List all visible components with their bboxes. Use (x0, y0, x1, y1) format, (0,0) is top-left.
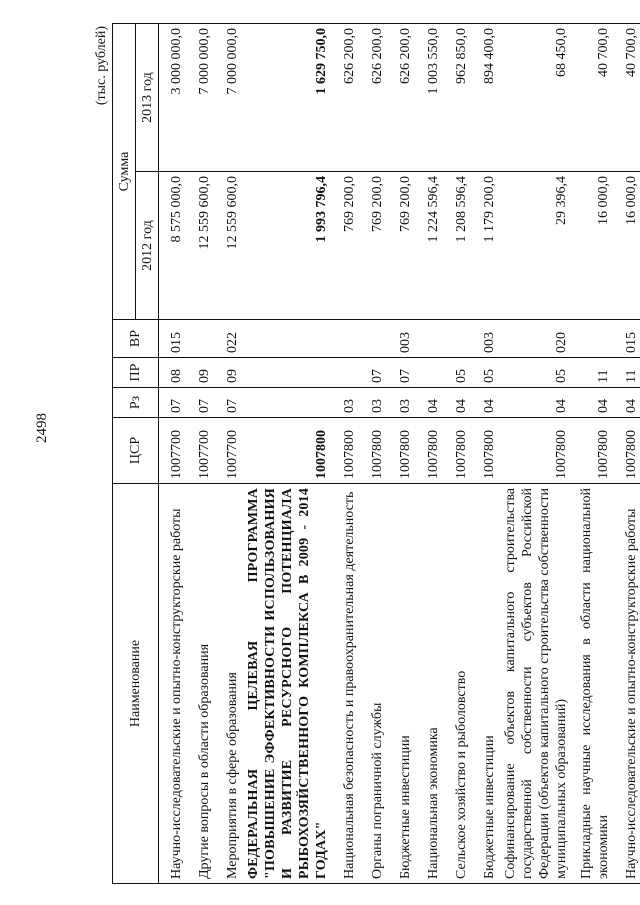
table-row (444, 24, 472, 884)
row-csr: 1007800 (360, 418, 388, 484)
table-row (614, 24, 640, 884)
row-pr (416, 358, 444, 388)
row-rz: 04 (572, 388, 614, 418)
row-2012: 12 559 600,0 (215, 172, 243, 320)
row-vr: 003 (472, 320, 500, 358)
row-csr: 1007800 (614, 418, 640, 484)
row-2012: 8 575 000,0 (159, 172, 188, 320)
row-pr: 11 (572, 358, 614, 388)
row-name: Мероприятия в сфере образования (215, 484, 243, 884)
row-pr (243, 358, 332, 388)
table-row-program (243, 24, 332, 884)
row-rz: 04 (614, 388, 640, 418)
row-pr: 07 (388, 358, 416, 388)
row-csr: 1007800 (416, 418, 444, 484)
row-name: Прикладные научные исследования в области национальной экономики (572, 484, 614, 884)
table-row (388, 24, 416, 884)
row-2012: 769 200,0 (360, 172, 388, 320)
row-rz: 03 (332, 388, 360, 418)
row-vr (332, 320, 360, 358)
row-name: Органы пограничной службы (360, 484, 388, 884)
table-row (472, 24, 500, 884)
row-2013: 68 450,0 (500, 24, 572, 172)
table-row (159, 24, 188, 884)
row-rz: 04 (472, 388, 500, 418)
row-2013: 40 700,0 (572, 24, 614, 172)
row-pr (332, 358, 360, 388)
row-2013: 626 200,0 (388, 24, 416, 172)
row-2012: 769 200,0 (388, 172, 416, 320)
row-rz: 07 (215, 388, 243, 418)
table-row (572, 24, 614, 884)
page-number: 2498 (34, 413, 50, 443)
row-rz: 04 (416, 388, 444, 418)
table-row (332, 24, 360, 884)
row-rz: 04 (500, 388, 572, 418)
row-2012: 1 224 596,4 (416, 172, 444, 320)
row-2013: 3 000 000,0 (159, 24, 188, 172)
row-pr: 09 (187, 358, 215, 388)
row-2013: 7 000 000,0 (215, 24, 243, 172)
row-csr: 1007800 (444, 418, 472, 484)
row-vr (416, 320, 444, 358)
row-pr: 07 (360, 358, 388, 388)
row-pr: 08 (159, 358, 188, 388)
row-pr: 05 (444, 358, 472, 388)
row-2013: 626 200,0 (332, 24, 360, 172)
table-row (187, 24, 215, 884)
rotated-table-page (94, 24, 639, 884)
budget-table (112, 23, 640, 884)
row-2012: 769 200,0 (332, 172, 360, 320)
table-row (215, 24, 243, 884)
row-2013: 962 850,0 (444, 24, 472, 172)
row-rz: 07 (187, 388, 215, 418)
row-csr: 1007800 (572, 418, 614, 484)
table-row (416, 24, 444, 884)
row-name: Бюджетные инвестиции (388, 484, 416, 884)
row-name: Бюджетные инвестиции (472, 484, 500, 884)
row-2012: 12 559 600,0 (187, 172, 215, 320)
row-name: ФЕДЕРАЛЬНАЯ ЦЕЛЕВАЯ ПРОГРАММА "ПОВЫШЕНИЕ ЭФФЕКТИВНОСТИ ИСПОЛЬЗОВАНИЯ И РАЗВИТИЕ РЕСУРСНОГО ПОТЕНЦИАЛА РЫБОХОЗЯЙСТВЕННОГО КОМПЛЕКСА В 2009 - 2014 ГОДАХ" (243, 484, 332, 884)
row-2012: 29 396,4 (500, 172, 572, 320)
header-sum: Сумма (113, 24, 136, 320)
row-vr: 003 (388, 320, 416, 358)
row-name: Национальная экономика (416, 484, 444, 884)
row-vr (572, 320, 614, 358)
row-pr: 11 (614, 358, 640, 388)
row-rz: 07 (159, 388, 188, 418)
row-2013: 1 629 750,0 (243, 24, 332, 172)
row-2012: 16 000,0 (614, 172, 640, 320)
row-csr: 1007700 (215, 418, 243, 484)
row-csr: 1007800 (500, 418, 572, 484)
header-vr: ВР (113, 320, 159, 358)
row-2013: 626 200,0 (360, 24, 388, 172)
row-name: Сельское хозяйство и рыболовство (444, 484, 472, 884)
header-row (113, 24, 136, 884)
row-vr (444, 320, 472, 358)
row-2013: 7 000 000,0 (187, 24, 215, 172)
row-2012: 16 000,0 (572, 172, 614, 320)
row-vr: 020 (500, 320, 572, 358)
row-name: Софинансирование объектов капитального строительства государственной собственности субъектов Российской Федерации (объектов капитального строительства собственности муниципальных образований) (500, 484, 572, 884)
row-name: Другие вопросы в области образования (187, 484, 215, 884)
header-year-2012: 2012 год (136, 172, 159, 320)
row-vr: 015 (614, 320, 640, 358)
row-csr: 1007800 (243, 418, 332, 484)
row-vr (187, 320, 215, 358)
row-2012: 1 208 596,4 (444, 172, 472, 320)
row-vr: 022 (215, 320, 243, 358)
header-pr: ПР (113, 358, 159, 388)
row-vr: 015 (159, 320, 188, 358)
row-2013: 40 700,0 (614, 24, 640, 172)
table-row (500, 24, 572, 884)
row-2013: 894 400,0 (472, 24, 500, 172)
row-rz (243, 388, 332, 418)
row-csr: 1007700 (187, 418, 215, 484)
row-name: Национальная безопасность и правоохранительная деятельность (332, 484, 360, 884)
table-row (360, 24, 388, 884)
row-pr: 09 (215, 358, 243, 388)
units-note: (тыс. рублей) (94, 26, 109, 106)
row-csr: 1007800 (472, 418, 500, 484)
row-rz: 04 (444, 388, 472, 418)
row-name: Научно-исследовательские и опытно-конструкторские работы (159, 484, 188, 884)
row-2013: 1 003 550,0 (416, 24, 444, 172)
header-csr: ЦСР (113, 418, 159, 484)
header-name: Наименование (113, 484, 159, 884)
row-csr: 1007700 (159, 418, 188, 484)
header-rz (113, 388, 159, 418)
header-rz-text: Рз (128, 395, 143, 410)
row-vr (243, 320, 332, 358)
row-rz: 03 (388, 388, 416, 418)
row-2012: 1 993 796,4 (243, 172, 332, 320)
row-csr: 1007800 (332, 418, 360, 484)
row-pr: 05 (472, 358, 500, 388)
header-year-2013: 2013 год (136, 24, 159, 172)
row-name: Научно-исследовательские и опытно-конструкторские работы (614, 484, 640, 884)
row-2012: 1 179 200,0 (472, 172, 500, 320)
row-vr (360, 320, 388, 358)
row-pr: 05 (500, 358, 572, 388)
row-rz: 03 (360, 388, 388, 418)
row-csr: 1007800 (388, 418, 416, 484)
